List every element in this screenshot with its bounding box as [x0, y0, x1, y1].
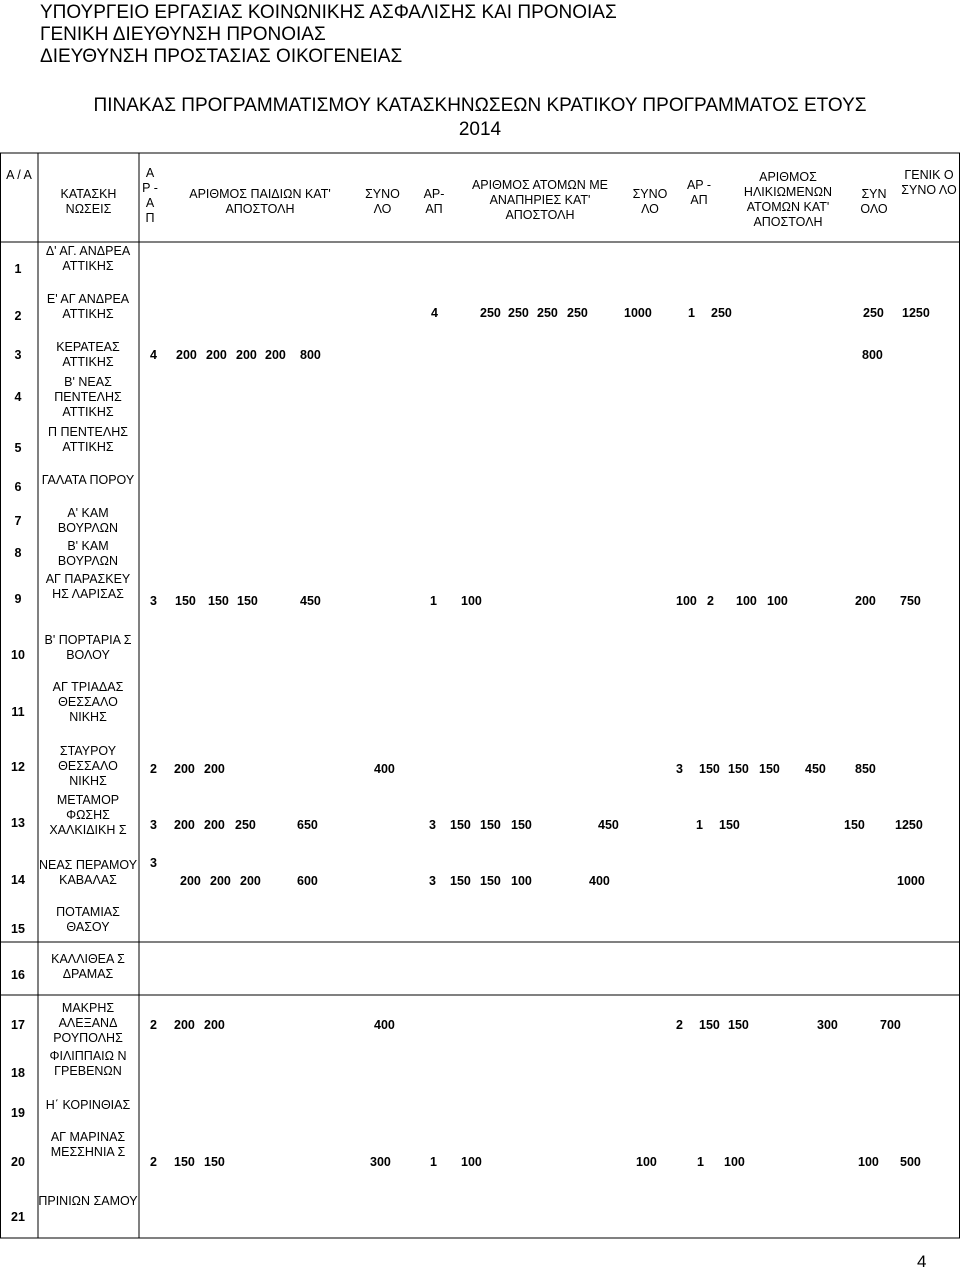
camp-name: Η΄ ΚΟΡΙΝΘΙΑΣ — [45, 1098, 131, 1112]
cell-value: 800 — [300, 348, 321, 362]
camp-name: ΑΓ ΤΡΙΑΔΑΣ ΘΕΣΣΑΛΟ ΝΙΚΗΣ — [52, 680, 124, 724]
cell-value: 400 — [374, 762, 395, 776]
cell-value: 850 — [855, 762, 876, 776]
cell-value: 3 — [429, 874, 436, 888]
cell-value: 200 — [206, 348, 227, 362]
camp-name: Ε' ΑΓ ΑΝΔΡΕΑ ΑΤΤΙΚΗΣ — [46, 292, 130, 321]
cell-value: 600 — [297, 874, 318, 888]
cell-value: 650 — [297, 818, 318, 832]
cell-value: 300 — [817, 1018, 838, 1032]
cell-value: 200 — [174, 818, 195, 832]
column-header-children: ΑΡΙΘΜΟΣ ΠΑΙΔΙΩΝ ΚΑΤ' ΑΠΟΣΤΟΛΗ — [189, 187, 331, 216]
column-header-total-3: ΣΥΝ ΟΛΟ — [860, 187, 888, 216]
column-header-total-2: ΣΥΝΟ ΛΟ — [632, 187, 668, 216]
cell-value: 450 — [300, 594, 321, 608]
row-number: 12 — [11, 760, 25, 774]
camp-name: Π ΠΕΝΤΕΛΗΣ ΑΤΤΙΚΗΣ — [48, 425, 128, 454]
camp-name: Α' ΚΑΜ ΒΟΥΡΛΩΝ — [57, 506, 119, 535]
cell-value: 1 — [430, 594, 437, 608]
cell-value: 150 — [728, 762, 749, 776]
row-number: 14 — [11, 873, 25, 887]
camp-name: ΑΓ ΜΑΡΙΝΑΣ ΜΕΣΣΗΝΙΑ Σ — [50, 1130, 126, 1159]
camp-name: Β' ΠΟΡΤΑΡΙΑ Σ ΒΟΛΟΥ — [44, 633, 132, 662]
row-number: 19 — [11, 1106, 25, 1120]
row-number: 5 — [14, 441, 22, 455]
cell-value: 200 — [180, 874, 201, 888]
row-number: 2 — [14, 309, 22, 323]
cell-value: 1 — [430, 1155, 437, 1169]
camp-name: ΠΟΤΑΜΙΑΣ ΘΑΣΟΥ — [56, 905, 120, 934]
row-number: 15 — [11, 922, 25, 936]
table-title-year: 2014 — [458, 119, 502, 140]
cell-value: 100 — [736, 594, 757, 608]
cell-value: 100 — [724, 1155, 745, 1169]
cell-value: 1 — [688, 306, 695, 320]
department-heading: ΔΙΕΥΘΥΝΣΗ ΠΡΟΣΤΑΣΙΑΣ ΟΙΚΟΓΕΝΕΙΑΣ — [40, 46, 403, 67]
cell-value: 400 — [589, 874, 610, 888]
cell-value: 2 — [150, 1018, 157, 1032]
row-number: 13 — [11, 816, 25, 830]
cell-value: 200 — [265, 348, 286, 362]
cell-value: 100 — [511, 874, 532, 888]
cell-value: 200 — [210, 874, 231, 888]
column-header-ar-ap-2: ΑΡ- ΑΠ — [423, 187, 445, 216]
cell-value: 800 — [862, 348, 883, 362]
row-number: 11 — [11, 705, 25, 719]
cell-value: 750 — [900, 594, 921, 608]
camp-name: ΦΙΛΙΠΠΑΙΩ Ν ΓΡΕΒΕΝΩΝ — [49, 1049, 127, 1078]
column-header-elderly: ΑΡΙΘΜΟΣ ΗΛΙΚΙΩΜΕΝΩΝ ΑΤΟΜΩΝ ΚΑΤ' ΑΠΟΣΤΟΛΗ — [743, 170, 833, 229]
cell-value: 2 — [676, 1018, 683, 1032]
cell-value: 150 — [480, 818, 501, 832]
data-row — [140, 762, 958, 780]
cell-value: 2 — [150, 1155, 157, 1169]
column-header-disabled: ΑΡΙΘΜΟΣ ΑΤΟΜΩΝ ΜΕ ΑΝΑΠΗΡΙΕΣ ΚΑΤ' ΑΠΟΣΤΟΛΗ — [471, 178, 609, 222]
cell-value: 400 — [374, 1018, 395, 1032]
column-header-camps: ΚΑΤΑΣΚΗ ΝΩΣΕΙΣ — [60, 187, 117, 216]
cell-value: 200 — [204, 1018, 225, 1032]
row-number: 4 — [14, 390, 22, 404]
cell-value: 3 — [150, 818, 157, 832]
cell-value: 3 — [429, 818, 436, 832]
data-row — [140, 306, 958, 324]
cell-value: 700 — [880, 1018, 901, 1032]
row-number: 6 — [14, 480, 22, 494]
data-row — [140, 1155, 958, 1173]
page-number: 4 — [917, 1252, 927, 1271]
cell-value: 450 — [805, 762, 826, 776]
camp-name: ΚΑΛΛΙΘΕΑ Σ ΔΡΑΜΑΣ — [51, 952, 125, 981]
cell-value: 200 — [204, 762, 225, 776]
cell-value: 200 — [236, 348, 257, 362]
cell-value: 150 — [844, 818, 865, 832]
cell-value: 4 — [150, 348, 157, 362]
cell-value: 1000 — [624, 306, 652, 320]
column-header-ar-ap-3: ΑΡ - ΑΠ — [686, 178, 712, 207]
cell-value: 200 — [176, 348, 197, 362]
table-title: ΠΙΝΑΚΑΣ ΠΡΟΓΡΑΜΜΑΤΙΣΜΟΥ ΚΑΤΑΣΚΗΝΩΣΕΩΝ ΚΡΑΤΙΚΟΥ ΠΡΟΓΡΑΜΜΑΤΟΣ ΕΤΟΥΣ — [93, 95, 867, 116]
cell-value: 3 — [676, 762, 683, 776]
cell-value: 250 — [711, 306, 732, 320]
cell-value: 150 — [237, 594, 258, 608]
cell-value: 150 — [728, 1018, 749, 1032]
camp-name: Δ' ΑΓ. ΑΝΔΡΕΑ ΑΤΤΙΚΗΣ — [45, 244, 131, 273]
cell-value: 150 — [511, 818, 532, 832]
camp-name: ΜΑΚΡΗΣ ΑΛΕΞΑΝΔ ΡΟΥΠΟΛΗΣ — [53, 1001, 123, 1045]
cell-value: 250 — [235, 818, 256, 832]
cell-value: 250 — [508, 306, 529, 320]
cell-value: 150 — [480, 874, 501, 888]
cell-value: 3 — [150, 856, 157, 870]
row-number: 9 — [14, 592, 22, 606]
cell-value: 150 — [175, 594, 196, 608]
cell-value: 2 — [707, 594, 714, 608]
row-number: 8 — [14, 546, 22, 560]
data-row — [140, 818, 958, 836]
camp-name: Β' ΚΑΜ ΒΟΥΡΛΩΝ — [57, 539, 119, 568]
cell-value: 200 — [240, 874, 261, 888]
cell-value: 150 — [699, 1018, 720, 1032]
cell-value: 100 — [636, 1155, 657, 1169]
cell-value: 3 — [150, 594, 157, 608]
cell-value: 500 — [900, 1155, 921, 1169]
cell-value: 200 — [855, 594, 876, 608]
data-row — [140, 594, 958, 612]
cell-value: 100 — [858, 1155, 879, 1169]
row-number: 1 — [14, 262, 22, 276]
camp-name: ΣΤΑΥΡΟΥ ΘΕΣΣΑΛΟ ΝΙΚΗΣ — [58, 744, 118, 788]
column-header-total-1: ΣΥΝΟ ΛΟ — [365, 187, 400, 216]
cell-value: 200 — [174, 1018, 195, 1032]
column-header-grand-total: ΓΕΝΙΚ Ο ΣΥΝΟ ΛΟ — [901, 168, 957, 197]
cell-value: 150 — [450, 818, 471, 832]
cell-value: 450 — [598, 818, 619, 832]
directorate-heading: ΓΕΝΙΚΗ ΔΙΕΥΘΥΝΣΗ ΠΡΟΝΟΙΑΣ — [40, 24, 326, 45]
row-number: 21 — [11, 1210, 25, 1224]
row-number: 16 — [11, 968, 25, 982]
data-row — [140, 1018, 958, 1036]
row-number: 3 — [14, 348, 22, 362]
cell-value: 1250 — [902, 306, 930, 320]
cell-value: 150 — [759, 762, 780, 776]
cell-value: 150 — [699, 762, 720, 776]
cell-value: 150 — [719, 818, 740, 832]
cell-value: 250 — [863, 306, 884, 320]
ministry-heading: ΥΠΟΥΡΓΕΙΟ ΕΡΓΑΣΙΑΣ ΚΟΙΝΩΝΙΚΗΣ ΑΣΦΑΛΙΣΗΣ ΚΑΙ ΠΡΟΝΟΙΑΣ — [40, 2, 617, 23]
cell-value: 150 — [204, 1155, 225, 1169]
cell-value: 250 — [480, 306, 501, 320]
cell-value: 1250 — [895, 818, 923, 832]
camp-name: ΜΕΤΑΜΟΡ ΦΩΣΗΣ ΧΑΛΚΙΔΙΚΗ Σ — [49, 793, 127, 837]
cell-value: 2 — [150, 762, 157, 776]
camp-name: ΝΕΑΣ ΠΕΡΑΜΟΥ ΚΑΒΑΛΑΣ — [38, 858, 138, 887]
cell-value: 150 — [174, 1155, 195, 1169]
cell-value: 300 — [370, 1155, 391, 1169]
row-number: 7 — [14, 514, 22, 528]
cell-value: 1000 — [897, 874, 925, 888]
cell-value: 150 — [208, 594, 229, 608]
cell-value: 100 — [676, 594, 697, 608]
cell-value: 4 — [431, 306, 438, 320]
data-row — [140, 348, 958, 366]
row-number: 10 — [11, 648, 25, 662]
cell-value: 100 — [461, 594, 482, 608]
cell-value: 1 — [696, 818, 703, 832]
camp-name: ΠΡΙΝΙΩΝ ΣΑΜΟΥ — [38, 1194, 138, 1208]
data-row — [140, 856, 958, 892]
camp-name: ΓΑΛΑΤΑ ΠΟΡΟΥ — [41, 473, 135, 487]
column-header-ar-ap-1: Α Ρ - Α Π — [142, 166, 158, 225]
camp-name: Β' ΝΕΑΣ ΠΕΝΤΕΛΗΣ ΑΤΤΙΚΗΣ — [54, 375, 122, 419]
row-number: 17 — [11, 1018, 25, 1032]
row-number: 20 — [11, 1155, 25, 1169]
camp-name: ΑΓ ΠΑΡΑΣΚΕΥ ΗΣ ΛΑΡΙΣΑΣ — [45, 572, 131, 601]
column-header-aa: Α / Α — [6, 168, 32, 182]
cell-value: 200 — [174, 762, 195, 776]
cell-value: 100 — [461, 1155, 482, 1169]
row-number: 18 — [11, 1066, 25, 1080]
cell-value: 250 — [537, 306, 558, 320]
camp-name: ΚΕΡΑΤΕΑΣ ΑΤΤΙΚΗΣ — [56, 340, 120, 369]
cell-value: 100 — [767, 594, 788, 608]
cell-value: 250 — [567, 306, 588, 320]
cell-value: 150 — [450, 874, 471, 888]
cell-value: 1 — [697, 1155, 704, 1169]
cell-value: 200 — [204, 818, 225, 832]
